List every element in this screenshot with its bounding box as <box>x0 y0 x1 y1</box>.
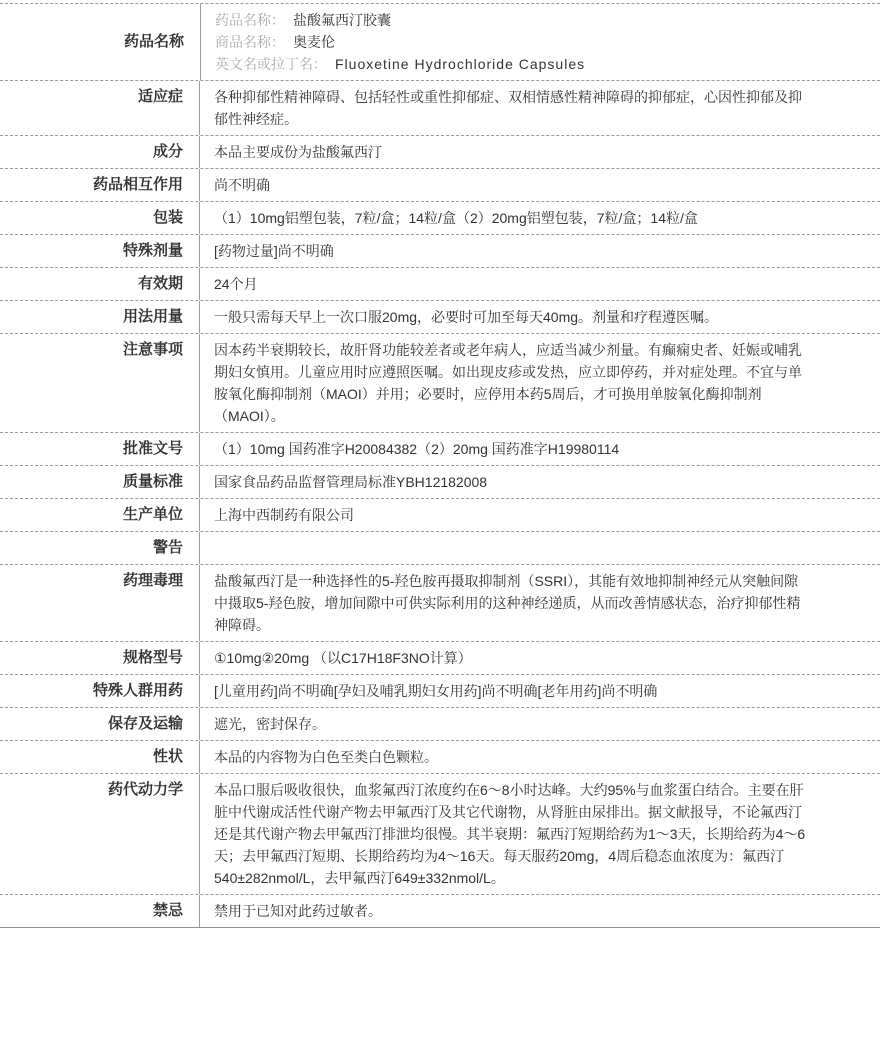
row-label: 药品名称 <box>123 33 184 50</box>
field-line <box>215 9 810 31</box>
row-content: 尚不明确 <box>214 177 270 193</box>
table-row <box>0 235 880 268</box>
row-content: [药物过量]尚不明确 <box>214 243 334 259</box>
row-label: 警告 <box>0 532 200 564</box>
table-row <box>0 169 880 202</box>
row-label: 有效期 <box>0 268 200 300</box>
row-content: 因本药半衰期较长，故肝肾功能较差者或老年病人，应适当减少剂量。有癫痫史者、妊娠或哺乳期妇女慎用。儿童应用时应遵照医嘱。如出现皮疹或发热，应立即停药，并对症处理。不宜与单胺氧化酶抑制剂（MAOI）并用；必要时，应停用本药5周后，才可换用单胺氧化酶抑制剂（MAOI）。 <box>214 342 802 424</box>
table-row <box>0 268 880 301</box>
table-row <box>0 136 880 169</box>
table-row <box>0 499 880 532</box>
row-label: 成分 <box>0 136 200 168</box>
row-label: 药品相互作用 <box>0 169 200 201</box>
field-value: 奥麦伦 <box>293 34 335 50</box>
row-label: 包装 <box>0 202 200 234</box>
field-line <box>215 53 810 75</box>
row-label: 药理毒理 <box>0 565 200 641</box>
row-label: 药代动力学 <box>0 774 200 894</box>
field-key: 药品名称： <box>215 12 285 28</box>
table-row <box>0 774 880 895</box>
field-key: 英文名或拉丁名： <box>215 56 327 72</box>
row-content <box>200 532 880 564</box>
row-content: （1）10mg 国药准字H20084382（2）20mg 国药准字H19980114 <box>214 441 620 457</box>
table-row <box>0 301 880 334</box>
row-label: 禁忌 <box>0 895 200 927</box>
row-content: 本品主要成份为盐酸氟西汀 <box>214 144 382 160</box>
row-label: 规格型号 <box>0 642 200 674</box>
row-label: 保存及运输 <box>0 708 200 740</box>
row-content: 盐酸氟西汀是一种选择性的5-羟色胺再摄取抑制剂（SSRI），其能有效地抑制神经元从突触间隙中摄取5-羟色胺，增加间隙中可供实际利用的这种神经递质，从而改善情感状态，治疗抑郁性精神障碍。 <box>214 573 801 633</box>
row-content: 禁用于已知对此药过敏者。 <box>214 903 382 919</box>
row-content: 各种抑郁性精神障碍、包括轻性或重性抑郁症、双相情感性精神障碍的抑郁症，心因性抑郁及抑郁性神经症。 <box>214 89 802 127</box>
row-content: 国家食品药品监督管理局标准YBH12182008 <box>214 474 488 490</box>
table-row <box>0 202 880 235</box>
table-row <box>0 642 880 675</box>
table-row <box>0 81 880 136</box>
row-label: 适应症 <box>0 81 200 135</box>
field-line <box>215 31 810 53</box>
row-content: 上海中西制药有限公司 <box>214 507 354 523</box>
field-value: 盐酸氟西汀胶囊 <box>293 12 391 28</box>
row-label: 质量标准 <box>0 466 200 498</box>
row-content: [儿童用药]尚不明确[孕妇及哺乳期妇女用药]尚不明确[老年用药]尚不明确 <box>214 683 658 699</box>
table-row <box>0 565 880 642</box>
row-content: 24个月 <box>214 276 258 292</box>
table-row <box>0 532 880 565</box>
table-row <box>0 466 880 499</box>
drug-info-table <box>0 3 880 928</box>
row-content: ①10mg②20mg （以C17H18F3NO计算） <box>214 650 472 666</box>
row-label: 用法用量 <box>0 301 200 333</box>
row-label: 特殊人群用药 <box>0 675 200 707</box>
row-content: 遮光，密封保存。 <box>214 716 326 732</box>
field-key: 商品名称： <box>215 34 285 50</box>
table-row <box>0 433 880 466</box>
table-row <box>0 708 880 741</box>
row-content: （1）10mg铝塑包装，7粒/盒；14粒/盒（2）20mg铝塑包装，7粒/盒；14粒/盒 <box>214 210 698 226</box>
table-row <box>0 675 880 708</box>
row-content <box>200 4 880 80</box>
table-row <box>0 334 880 433</box>
row-label: 批准文号 <box>0 433 200 465</box>
row-label: 生产单位 <box>0 499 200 531</box>
row-content: 一般只需每天早上一次口服20mg，必要时可加至每天40mg。剂量和疗程遵医嘱。 <box>214 309 719 325</box>
field-value: Fluoxetine Hydrochloride Capsules <box>335 56 586 72</box>
row-label: 性状 <box>0 741 200 773</box>
table-row <box>0 741 880 774</box>
table-row <box>0 895 880 928</box>
row-label: 注意事项 <box>0 334 200 432</box>
table-row <box>0 4 880 81</box>
row-content: 本品的内容物为白色至类白色颗粒。 <box>214 749 438 765</box>
row-label: 特殊剂量 <box>0 235 200 267</box>
row-content: 本品口服后吸收很快，血浆氟西汀浓度约在6～8小时达峰。大约95%与血浆蛋白结合。主要在肝脏中代谢成活性代谢产物去甲氟西汀及其它代谢物，从肾脏由尿排出。据文献报导，不论氟西汀还是其代谢产物去甲氟西汀排泄均很慢。其半衰期：氟西汀短期给药为1～3天，长期给药为4～6天；去甲氟西汀短期、长期给药均为4～16天。每天服药20mg，4周后稳态血浓度为：氟西汀540±282nmol/L，去甲氟西汀649±332nmol/L。 <box>214 782 806 886</box>
